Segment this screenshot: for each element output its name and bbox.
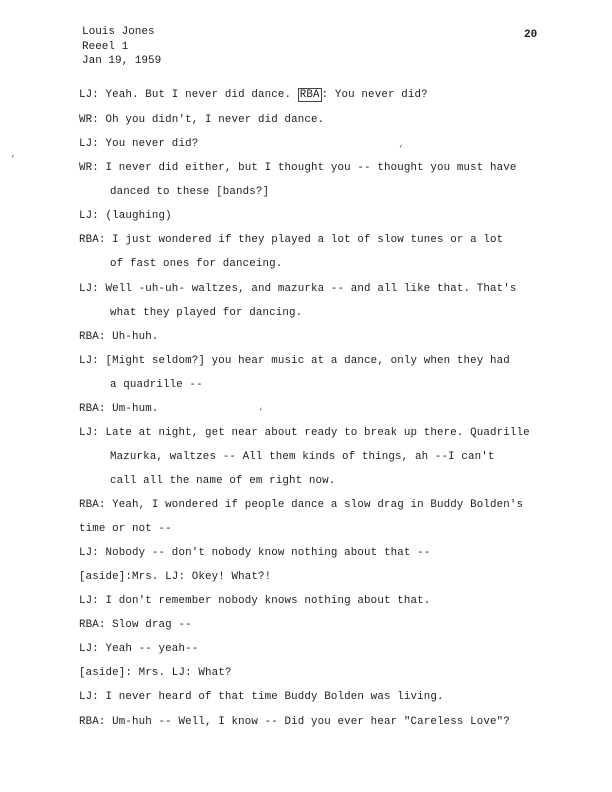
transcript-line: LJ: I don't remember nobody knows nothing about that. bbox=[79, 595, 431, 607]
transcript-line: LJ: I never heard of that time Buddy Bolden was living. bbox=[79, 691, 444, 703]
speaker-box: RBA bbox=[299, 89, 320, 101]
document-header bbox=[82, 25, 161, 69]
interviewee-name: Louis Jones bbox=[82, 26, 155, 38]
transcript-line: LJ: Well -uh-uh- waltzes, and mazurka -- and all like that. That's bbox=[79, 283, 517, 295]
line-text: LJ: Yeah. But I never did dance. bbox=[79, 89, 298, 101]
interview-date: Jan 19, 1959 bbox=[82, 55, 162, 67]
transcript-line: LJ: You never did? bbox=[79, 138, 199, 150]
transcript-line: WR: Oh you didn't, I never did dance. bbox=[79, 114, 325, 126]
transcript-line: LJ: Yeah -- yeah-- bbox=[79, 643, 199, 655]
scan-speck: ‘ bbox=[258, 407, 264, 417]
transcript-line: of fast ones for danceing. bbox=[110, 258, 283, 270]
line-text: : You never did? bbox=[321, 89, 428, 101]
transcript-line: a quadrille -- bbox=[110, 379, 203, 391]
transcript-line: LJ: Late at night, get near about ready to break up there. Quadrille bbox=[79, 427, 530, 439]
transcript-line: what they played for dancing. bbox=[110, 307, 303, 319]
transcript-line bbox=[79, 89, 428, 101]
scan-speck: ‘ bbox=[398, 144, 404, 154]
page-number: 20 bbox=[524, 29, 538, 41]
transcript-line: WR: I never did either, but I thought you -- thought you must have bbox=[79, 162, 517, 174]
transcript-line: RBA: Yeah, I wondered if people dance a slow drag in Buddy Bolden's bbox=[79, 499, 524, 511]
transcript-line: LJ: Nobody -- don't nobody know nothing about that -- bbox=[79, 547, 431, 559]
transcript-line: LJ: (laughing) bbox=[79, 210, 172, 222]
transcript-line: RBA: I just wondered if they played a lot of slow tunes or a lot bbox=[79, 234, 504, 246]
transcript-line: Mazurka, waltzes -- All them kinds of things, ah --I can't bbox=[110, 451, 495, 463]
transcript-line: [aside]: Mrs. LJ: What? bbox=[79, 667, 232, 679]
transcript-line: RBA: Uh-huh. bbox=[79, 331, 159, 343]
transcript-line: time or not -- bbox=[79, 523, 172, 535]
transcript-line: [aside]:Mrs. LJ: Okey! What?! bbox=[79, 571, 272, 583]
transcript-line: RBA: Slow drag -- bbox=[79, 619, 192, 631]
transcript-line: RBA: Um-hum. bbox=[79, 403, 159, 415]
transcript-line: call all the name of em right now. bbox=[110, 475, 336, 487]
reel-label: Reeel 1 bbox=[82, 40, 129, 53]
scan-speck: ‘ bbox=[10, 154, 16, 164]
transcript-line: danced to these [bands?] bbox=[110, 186, 270, 198]
transcript-line: LJ: [Might seldom?] you hear music at a dance, only when they had bbox=[79, 355, 510, 367]
transcript-line: RBA: Um-huh -- Well, I know -- Did you ever hear "Careless Love"? bbox=[79, 716, 510, 728]
